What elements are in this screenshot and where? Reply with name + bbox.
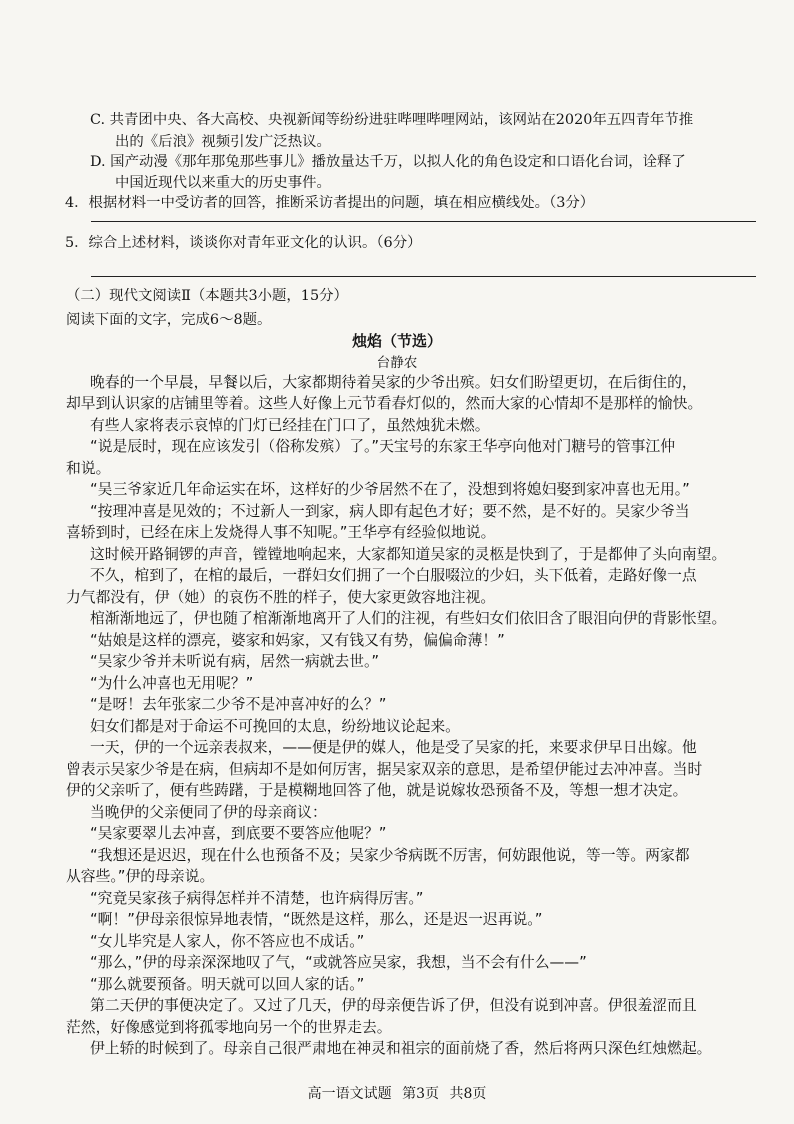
answer-line-q4 [91,221,756,222]
article-line: 这时候开路铜锣的声音，镗镗地响起来，大家都知道吴家的灵柩是快到了，于是都伸了头向南望。 [90,546,727,563]
article-line: “究竟吴家孩子病得怎样并不清楚，也许病得厉害。” [90,890,424,907]
option-d-line-2: 中国近现代以来重大的历史事件。 [115,175,331,191]
article-line: 棺渐渐地远了，伊也随了棺渐渐地离开了人们的注视，有些妇女们依旧含了眼泪向伊的背影怅望。 [90,610,727,627]
article-line: 妇女们都是对于命运不可挽回的太息，纷纷地议论起来。 [90,718,460,735]
article-line: 曾表示吴家少爷是在病，但病却不是如何厉害，据吴家双亲的意思，是希望伊能过去冲冲喜。当时 [66,761,703,778]
article-line: 却早到认识家的店铺里等着。这些人好像上元节看春灯似的，然而大家的心情却不是那样的愉快。 [66,395,703,412]
question-5: 5．综合上述材料，谈谈你对青年亚文化的认识。（6分） [65,235,422,251]
article-line: “那么就要预备。明天就可以回人家的话。” [90,976,365,993]
article-line: 茫然，好像感觉到将孤零地向另一个的世界走去。 [66,1019,392,1036]
article-line: “吴家少爷并未听说有病，居然一病就去世。” [90,653,380,670]
option-d-line-1: D. 国产动漫《那年那兔那些事儿》播放量达千万，以拟人化的角色设定和口语化台词，诠释了 [90,154,686,170]
article-line: 伊的父亲听了，便有些踌躇，于是模糊地回答了他，就是说嫁妆恐预备不及，等想一想才决定。 [66,782,688,799]
article-line: “说是辰时，现在应该发引（俗称发殡）了。”天宝号的东家王华亭向他对门糖号的管事江仲 [90,438,676,455]
article-line: 从容些。”伊的母亲说。 [66,868,215,885]
article-line: “女儿毕究是人家人，你不答应也不成话。” [90,933,365,950]
answer-line-q5 [91,276,756,277]
article-line: 不久，棺到了，在棺的最后，一群妇女们拥了一个白服啜泣的少妇，头下低着，走路好像一点 [90,567,697,584]
article-line: “吴三爷家近几年命运实在坏，这样好的少爷居然不在了，没想到将媳妇娶到家冲喜也无用。” [90,481,690,498]
article-line: 和说。 [66,460,111,477]
article-line: 当晚伊的父亲便同了伊的母亲商议： [90,804,327,821]
article-line: 一天，伊的一个远亲表叔来，——便是伊的媒人，他是受了吴家的托，来要求伊早日出嫁。他 [90,739,697,756]
article-line: “我想还是迟迟，现在什么也预备不及；吴家少爷病既不厉害，何妨跟他说，等一等。两家都 [90,847,690,864]
article-line: “是呀！去年张家二少爷不是冲喜冲好的么？” [90,696,387,713]
option-c-line-1: C. 共青团中央、各大高校、央视新闻等纷纷进驻哔哩哔哩网站，该网站在2020年五四青年节推 [90,112,694,128]
footer-exam-name: 高一语文试题 [307,1086,392,1102]
footer-total-pages: 共8页 [449,1086,487,1102]
section-instruction: 阅读下面的文字，完成6～8题。 [66,312,272,328]
article-line: “啊！”伊母亲很惊异地表情，“既然是这样，那么，还是迟一迟再说。” [90,911,543,928]
article-line: 喜轿到时，已经在床上发烧得人事不知呢。”王华亭有经验似地说。 [66,524,496,541]
article-line: “姑娘是这样的漂亮，婆家和妈家，又有钱又有势，偏偏命薄！” [90,632,505,649]
article-line: “吴家要翠儿去冲喜，到底要不要答应他呢？” [90,825,387,842]
page-footer [0,1083,794,1103]
article-author: 台静农 [376,355,418,371]
footer-page-number: 第3页 [402,1086,439,1102]
article-line: “为什么冲喜也无用呢？” [90,675,254,692]
article-line: 有些人家将表示哀悼的门灯已经挂在门口了，虽然烛犹未燃。 [90,417,490,434]
article-line: “那么，”伊的母亲深深地叹了气，“或就答应吴家，我想，当不会有什么——” [90,954,587,971]
article-line: 晚春的一个早晨，早餐以后，大家都期待着吴家的少爷出殡。妇女们盼望更切，在后街住的， [90,374,697,391]
section-heading: （二）现代文阅读Ⅱ（本题共3小题，15分） [66,288,348,304]
article-line: 伊上轿的时候到了。母亲自己很严肃地在神灵和祖宗的面前烧了香，然后将两只深色红烛燃起。 [90,1040,712,1057]
article-line: 第二天伊的事便决定了。又过了几天，伊的母亲便告诉了伊，但没有说到冲喜。伊很羞涩而且 [90,997,697,1014]
article-title: 烛焰（节选） [351,332,442,350]
article-line: 力气都没有，伊（她）的哀伤不胜的样子，使大家更敛容地注视。 [66,589,496,606]
question-4: 4．根据材料一中受访者的回答，推断采访者提出的问题，填在相应横线处。（3分） [65,195,595,211]
option-c-line-2: 出的《后浪》视频引发广泛热议。 [115,134,331,150]
article-line: “按理冲喜是见效的；不过新人一到家，病人即有起色才好；要不然，是不好的。吴家少爷当 [90,503,690,520]
